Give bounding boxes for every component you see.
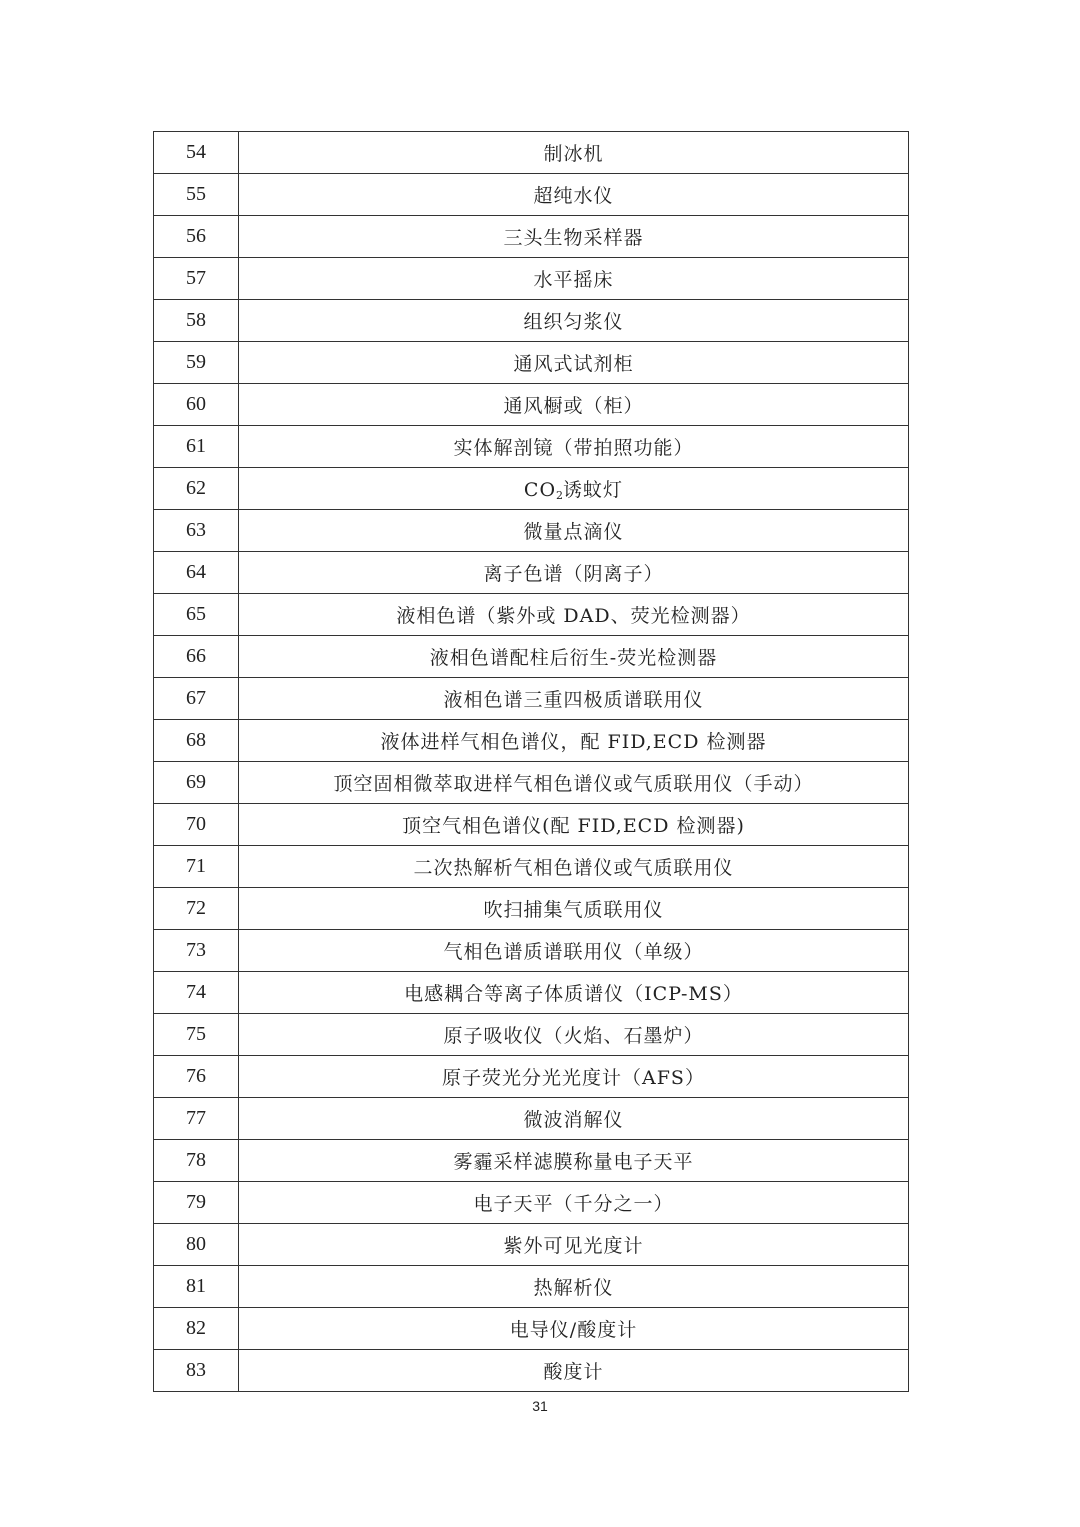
page-number: 31 (532, 1398, 548, 1414)
equipment-name-cell: 酸度计 (239, 1350, 909, 1392)
row-number-cell: 83 (154, 1350, 239, 1392)
table-row (154, 384, 909, 426)
row-number-cell: 78 (154, 1140, 239, 1182)
table-row (154, 1098, 909, 1140)
equipment-name-cell: 超纯水仪 (239, 174, 909, 216)
table-row (154, 1140, 909, 1182)
row-number-cell: 73 (154, 930, 239, 972)
table-row (154, 594, 909, 636)
row-number-cell: 56 (154, 216, 239, 258)
table-row (154, 174, 909, 216)
table-row (154, 1014, 909, 1056)
equipment-name-cell: 二次热解析气相色谱仪或气质联用仪 (239, 846, 909, 888)
equipment-name-cell: 电感耦合等离子体质谱仪（ICP-MS） (239, 972, 909, 1014)
equipment-name-cell: 热解析仪 (239, 1266, 909, 1308)
equipment-name-cell: 离子色谱（阴离子） (239, 552, 909, 594)
row-number-cell: 55 (154, 174, 239, 216)
table-row (154, 1056, 909, 1098)
table-row (154, 1224, 909, 1266)
table-row (154, 216, 909, 258)
table-row (154, 678, 909, 720)
row-number-cell: 63 (154, 510, 239, 552)
row-number-cell: 65 (154, 594, 239, 636)
row-number-cell: 82 (154, 1308, 239, 1350)
row-number-cell: 66 (154, 636, 239, 678)
table-row (154, 258, 909, 300)
table-row (154, 888, 909, 930)
table-row (154, 720, 909, 762)
row-number-cell: 54 (154, 132, 239, 174)
row-number-cell: 74 (154, 972, 239, 1014)
row-number-cell: 71 (154, 846, 239, 888)
equipment-name-cell: 水平摇床 (239, 258, 909, 300)
equipment-table-container (153, 131, 909, 1392)
table-row (154, 930, 909, 972)
table-row (154, 300, 909, 342)
equipment-name-cell: 电导仪/酸度计 (239, 1308, 909, 1350)
table-row (154, 804, 909, 846)
table-row (154, 1266, 909, 1308)
table-row (154, 510, 909, 552)
equipment-name-cell: 顶空气相色谱仪(配 FID,ECD 检测器) (239, 804, 909, 846)
table-row (154, 846, 909, 888)
equipment-name-cell: 三头生物采样器 (239, 216, 909, 258)
row-number-cell: 57 (154, 258, 239, 300)
row-number-cell: 59 (154, 342, 239, 384)
equipment-name-cell: 原子吸收仪（火焰、石墨炉） (239, 1014, 909, 1056)
equipment-name-cell: 通风式试剂柜 (239, 342, 909, 384)
row-number-cell: 72 (154, 888, 239, 930)
equipment-name-cell: 原子荧光分光光度计（AFS） (239, 1056, 909, 1098)
equipment-table (153, 131, 909, 1392)
equipment-name-cell: 制冰机 (239, 132, 909, 174)
equipment-name-cell: 液相色谱三重四极质谱联用仪 (239, 678, 909, 720)
table-row (154, 636, 909, 678)
equipment-name-cell: 电子天平（千分之一） (239, 1182, 909, 1224)
table-row (154, 1350, 909, 1392)
equipment-name-cell: 实体解剖镜（带拍照功能） (239, 426, 909, 468)
row-number-cell: 75 (154, 1014, 239, 1056)
table-row (154, 552, 909, 594)
row-number-cell: 62 (154, 468, 239, 510)
equipment-name-cell: 微量点滴仪 (239, 510, 909, 552)
equipment-name-cell: 液相色谱（紫外或 DAD、荧光检测器） (239, 594, 909, 636)
equipment-name-cell: 雾霾采样滤膜称量电子天平 (239, 1140, 909, 1182)
equipment-name-cell: 微波消解仪 (239, 1098, 909, 1140)
formula-subscript: 2 (556, 489, 564, 502)
row-number-cell: 81 (154, 1266, 239, 1308)
row-number-cell: 61 (154, 426, 239, 468)
equipment-name-cell: 紫外可见光度计 (239, 1224, 909, 1266)
equipment-name-cell: 顶空固相微萃取进样气相色谱仪或气质联用仪（手动） (239, 762, 909, 804)
row-number-cell: 68 (154, 720, 239, 762)
row-number-cell: 80 (154, 1224, 239, 1266)
row-number-cell: 58 (154, 300, 239, 342)
row-number-cell: 77 (154, 1098, 239, 1140)
row-number-cell: 79 (154, 1182, 239, 1224)
row-number-cell: 64 (154, 552, 239, 594)
table-row (154, 972, 909, 1014)
row-number-cell: 76 (154, 1056, 239, 1098)
table-row (154, 1182, 909, 1224)
formula-co: CO (523, 479, 557, 501)
row-number-cell: 60 (154, 384, 239, 426)
table-row (154, 1308, 909, 1350)
equipment-name-cell: 液体进样气相色谱仪，配 FID,ECD 检测器 (239, 720, 909, 762)
table-row (154, 132, 909, 174)
table-row (154, 426, 909, 468)
equipment-name-cell: 通风橱或（柜） (239, 384, 909, 426)
formula-rest: 诱蚊灯 (563, 479, 624, 501)
row-number-cell: 67 (154, 678, 239, 720)
table-row (154, 468, 909, 510)
table-row (154, 762, 909, 804)
equipment-name-cell: 气相色谱质谱联用仪（单级） (239, 930, 909, 972)
row-number-cell: 69 (154, 762, 239, 804)
equipment-name-cell: 吹扫捕集气质联用仪 (239, 888, 909, 930)
equipment-name-cell: 组织匀浆仪 (239, 300, 909, 342)
equipment-name-cell: 液相色谱配柱后衍生-荧光检测器 (239, 636, 909, 678)
equipment-name-cell (239, 468, 909, 510)
row-number-cell: 70 (154, 804, 239, 846)
table-row (154, 342, 909, 384)
